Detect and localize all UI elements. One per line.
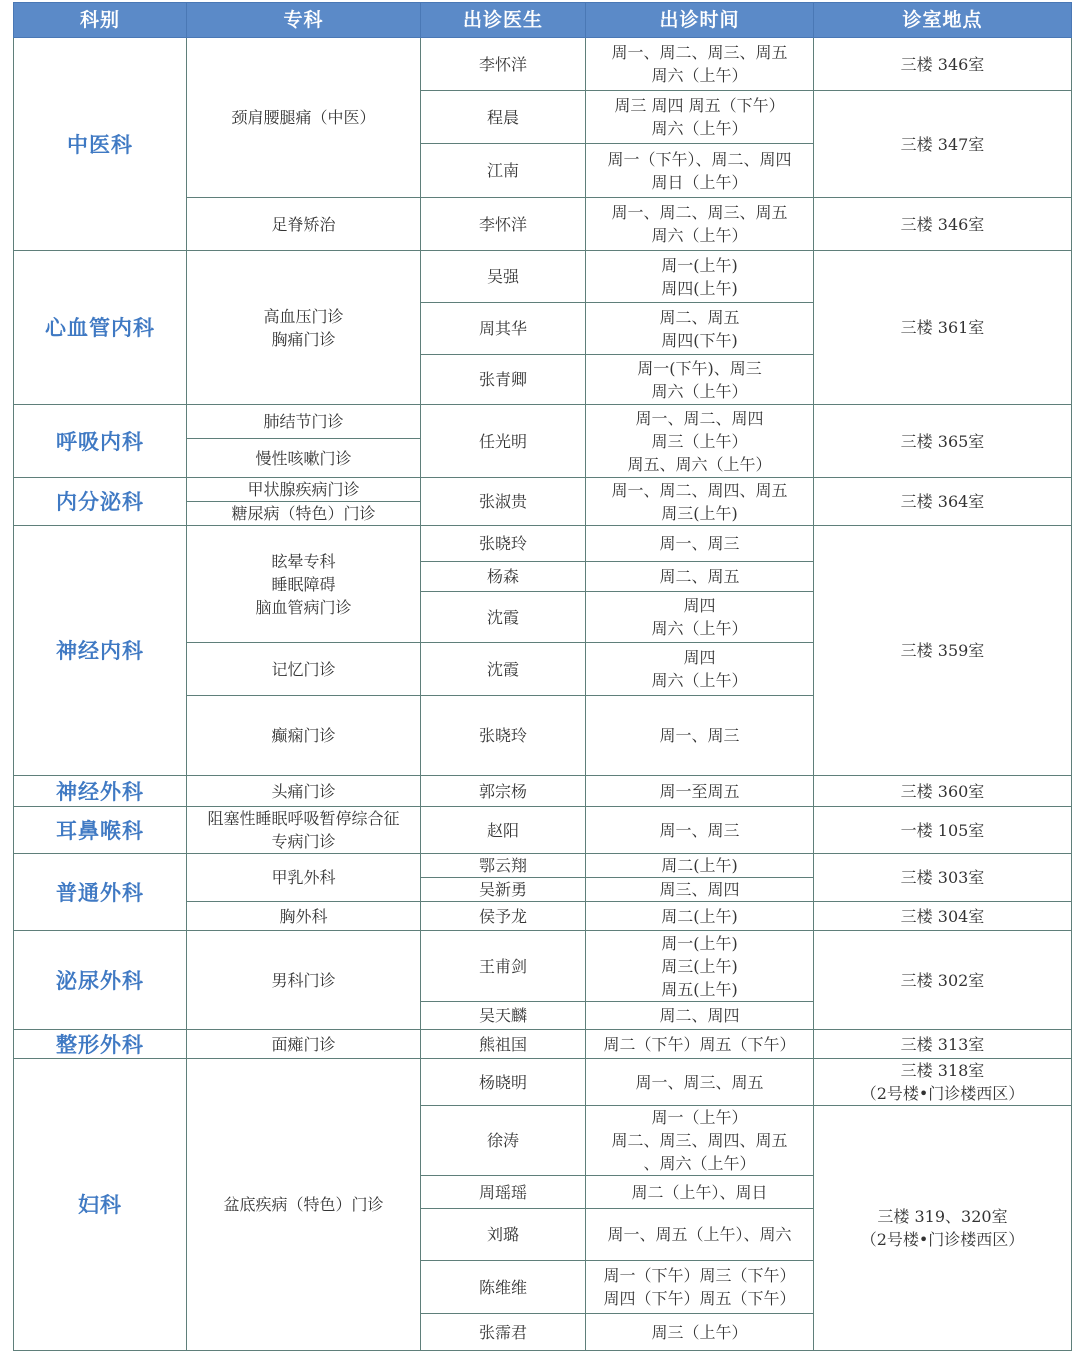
specialty-cell: 足脊矫治 (187, 198, 421, 251)
specialty-cell: 男科门诊 (187, 931, 421, 1030)
doctor-cell: 熊祖国 (421, 1030, 586, 1059)
time-cell: 周一、周二、周四、周五 周三(上午) (586, 478, 814, 526)
doctor-cell: 江南 (421, 144, 586, 198)
specialty-cell: 眩晕专科 睡眠障碍 脑血管病门诊 (187, 526, 421, 643)
room-cell: 三楼 313室 (814, 1030, 1072, 1059)
doctor-cell: 杨森 (421, 562, 586, 592)
time-cell: 周三、周四 (586, 878, 814, 902)
table-row (14, 854, 1072, 878)
room-cell: 一楼 105室 (814, 807, 1072, 854)
clinic-schedule-table (13, 2, 1072, 1351)
time-cell: 周一（上午） 周二、周三、周四、周五 、周六（上午） (586, 1106, 814, 1176)
department-cell: 神经内科 (14, 526, 187, 776)
header-specialty: 专科 (187, 3, 421, 38)
doctor-cell: 张青卿 (421, 355, 586, 405)
time-cell: 周一、周三、周五 (586, 1059, 814, 1106)
time-cell: 周二、周五 (586, 562, 814, 592)
doctor-cell: 陈维维 (421, 1261, 586, 1314)
table-row (14, 776, 1072, 807)
table-row (14, 38, 1072, 91)
table-row (14, 931, 1072, 1002)
table-row (14, 526, 1072, 562)
specialty-cell: 甲乳外科 (187, 854, 421, 902)
time-cell: 周四 周六（上午） (586, 643, 814, 696)
specialty-cell: 癫痫门诊 (187, 696, 421, 776)
department-cell: 耳鼻喉科 (14, 807, 187, 854)
time-cell: 周二（上午）、周日 (586, 1176, 814, 1209)
doctor-cell: 徐涛 (421, 1106, 586, 1176)
room-cell: 三楼 365室 (814, 405, 1072, 478)
time-cell: 周一至周五 (586, 776, 814, 807)
doctor-cell: 侯予龙 (421, 902, 586, 931)
time-cell: 周三（上午） (586, 1314, 814, 1351)
specialty-cell: 糖尿病（特色）门诊 (187, 502, 421, 526)
room-cell: 三楼 303室 (814, 854, 1072, 902)
room-cell: 三楼 360室 (814, 776, 1072, 807)
table-row (14, 251, 1072, 303)
time-cell: 周一、周二、周三、周五 周六（上午） (586, 198, 814, 251)
room-cell: 三楼 346室 (814, 198, 1072, 251)
department-cell: 心血管内科 (14, 251, 187, 405)
room-cell: 三楼 319、320室 （2号楼•门诊楼西区） (814, 1106, 1072, 1351)
doctor-cell: 沈霞 (421, 643, 586, 696)
specialty-cell: 记忆门诊 (187, 643, 421, 696)
doctor-cell: 郭宗杨 (421, 776, 586, 807)
doctor-cell: 沈霞 (421, 592, 586, 643)
doctor-cell: 李怀洋 (421, 198, 586, 251)
specialty-cell: 甲状腺疾病门诊 (187, 478, 421, 502)
table-row (14, 1030, 1072, 1059)
department-cell: 呼吸内科 (14, 405, 187, 478)
time-cell: 周一、周二、周三、周五 周六（上午） (586, 38, 814, 91)
doctor-cell: 鄂云翔 (421, 854, 586, 878)
room-cell: 三楼 302室 (814, 931, 1072, 1030)
department-cell: 中医科 (14, 38, 187, 251)
doctor-cell: 吴天麟 (421, 1002, 586, 1030)
department-cell: 内分泌科 (14, 478, 187, 526)
header-row (14, 3, 1072, 38)
specialty-cell: 盆底疾病（特色）门诊 (187, 1059, 421, 1351)
header-room: 诊室地点 (814, 3, 1072, 38)
specialty-cell: 高血压门诊 胸痛门诊 (187, 251, 421, 405)
time-cell: 周二(上午) (586, 854, 814, 878)
department-cell: 泌尿外科 (14, 931, 187, 1030)
time-cell: 周一、周三 (586, 807, 814, 854)
time-cell: 周二（下午）周五（下午） (586, 1030, 814, 1059)
time-cell: 周一(下午)、周三 周六（上午） (586, 355, 814, 405)
doctor-cell: 周瑶瑶 (421, 1176, 586, 1209)
time-cell: 周一、周三 (586, 696, 814, 776)
room-cell: 三楼 361室 (814, 251, 1072, 405)
doctor-cell: 吴新勇 (421, 878, 586, 902)
time-cell: 周一（下午）周三（下午） 周四（下午）周五（下午） (586, 1261, 814, 1314)
specialty-cell: 头痛门诊 (187, 776, 421, 807)
time-cell: 周一、周三 (586, 526, 814, 562)
room-cell: 三楼 359室 (814, 526, 1072, 776)
department-cell: 神经外科 (14, 776, 187, 807)
doctor-cell: 张晓玲 (421, 696, 586, 776)
specialty-cell: 慢性咳嗽门诊 (187, 439, 421, 478)
header-time: 出诊时间 (586, 3, 814, 38)
specialty-cell: 胸外科 (187, 902, 421, 931)
table-row (14, 807, 1072, 854)
doctor-cell: 任光明 (421, 405, 586, 478)
time-cell: 周四 周六（上午） (586, 592, 814, 643)
doctor-cell: 刘璐 (421, 1209, 586, 1261)
time-cell: 周一（下午）、周二、周四 周日（上午） (586, 144, 814, 198)
doctor-cell: 杨晓明 (421, 1059, 586, 1106)
doctor-cell: 赵阳 (421, 807, 586, 854)
doctor-cell: 张晓玲 (421, 526, 586, 562)
room-cell: 三楼 304室 (814, 902, 1072, 931)
doctor-cell: 王甫剑 (421, 931, 586, 1002)
doctor-cell: 张霈君 (421, 1314, 586, 1351)
department-cell: 妇科 (14, 1059, 187, 1351)
doctor-cell: 张淑贵 (421, 478, 586, 526)
room-cell: 三楼 346室 (814, 38, 1072, 91)
header-department: 科别 (14, 3, 187, 38)
specialty-cell: 肺结节门诊 (187, 405, 421, 439)
doctor-cell: 周其华 (421, 303, 586, 355)
room-cell: 三楼 318室 （2号楼•门诊楼西区） (814, 1059, 1072, 1106)
table-row (14, 478, 1072, 502)
department-cell: 整形外科 (14, 1030, 187, 1059)
time-cell: 周三 周四 周五（下午） 周六（上午） (586, 91, 814, 144)
specialty-cell: 颈肩腰腿痛（中医） (187, 38, 421, 198)
department-cell: 普通外科 (14, 854, 187, 931)
time-cell: 周一、周二、周四 周三（上午） 周五、周六（上午） (586, 405, 814, 478)
doctor-cell: 李怀洋 (421, 38, 586, 91)
specialty-cell: 面瘫门诊 (187, 1030, 421, 1059)
table-row (14, 1059, 1072, 1106)
time-cell: 周一(上午) 周三(上午) 周五(上午) (586, 931, 814, 1002)
specialty-cell: 阻塞性睡眠呼吸暂停综合征 专病门诊 (187, 807, 421, 854)
time-cell: 周二、周五 周四(下午) (586, 303, 814, 355)
room-cell: 三楼 364室 (814, 478, 1072, 526)
doctor-cell: 程晨 (421, 91, 586, 144)
header-doctor: 出诊医生 (421, 3, 586, 38)
time-cell: 周二、周四 (586, 1002, 814, 1030)
time-cell: 周一(上午) 周四(上午) (586, 251, 814, 303)
table-row (14, 405, 1072, 439)
room-cell: 三楼 347室 (814, 91, 1072, 198)
time-cell: 周二(上午) (586, 902, 814, 931)
doctor-cell: 吴强 (421, 251, 586, 303)
time-cell: 周一、周五（上午）、周六 (586, 1209, 814, 1261)
